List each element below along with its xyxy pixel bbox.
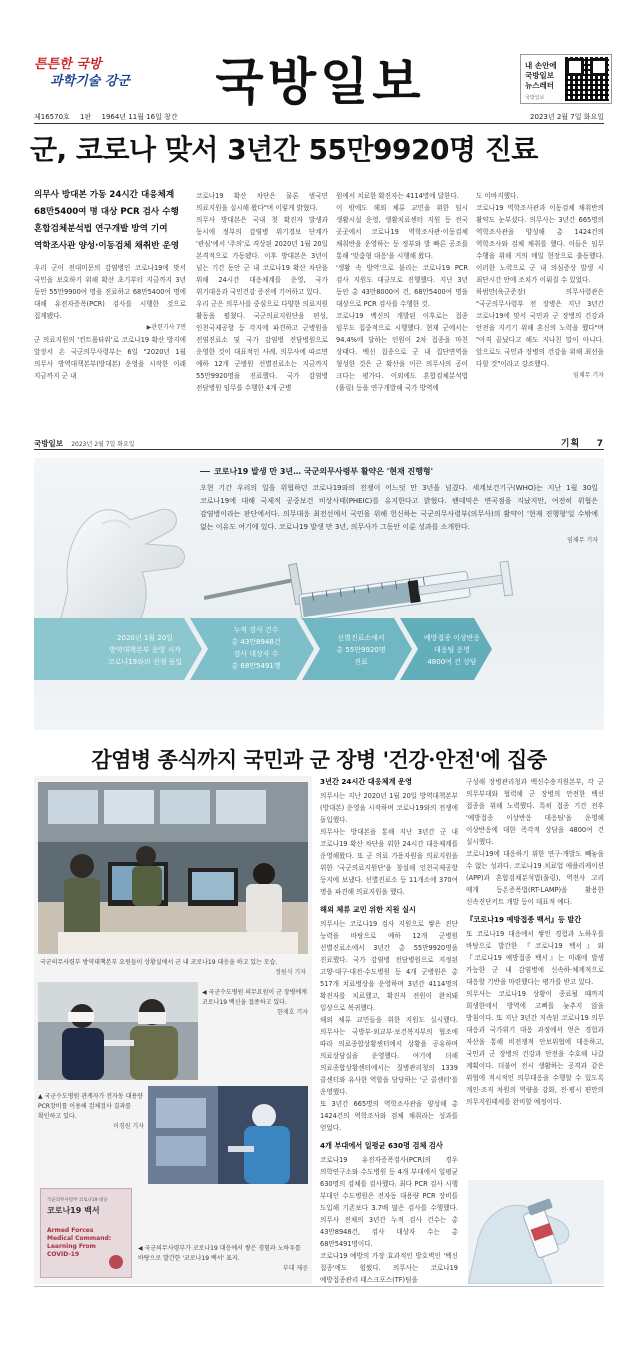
newsletter-line-2: 국방일보 bbox=[525, 71, 554, 80]
front-subheads bbox=[34, 187, 184, 255]
caption-byline: 한재호 기자 bbox=[277, 1009, 308, 1016]
paragraph: 의무사는 코로나19 검사 지원으로 쌓은 진단 능력을 바탕으로 예하 12개 군병원 선별진료소에서 3년간 총 55만9920명을 진료했다. 국가 감염병 전담병원으로 지정된 고양·대구·대전·수도병원 등 4개 군병원은 총 517개 치료병상을 운영하며 3년간 4114명의 확진자를 치료했고, 확진자 전원이 완치돼 일상으로 복귀했다. bbox=[320, 920, 458, 1012]
paragraph: 하범만(육군준장) 의무사령관은 "국군의무사령부 전 장병은 지난 3년간 코로나19에 맞서 국민과 군 장병의 건강과 안전을 지키기 위해 혼신의 노력을 했다"며 "아직 끝났다고 해도 지나친 말이 아니다. 앞으로도 국민과 장병의 건강을 위해 최선을 다할 것"이라고 강조했다. bbox=[476, 288, 604, 368]
situation-room-photo[interactable] bbox=[38, 782, 308, 954]
caption-byline: 정원식 기자 bbox=[275, 969, 306, 976]
section-heading: 4개 부대에서 일평균 630명 검체 검사 bbox=[320, 1141, 443, 1150]
paragraph: 해외 체류 교민들을 위한 지원도 실시했다. 의무사는 국방부·외교부·보건복지부의 협조에 따라 의료종합상황센터에서 상황을 공유하며 의료상담실을 운영했다. 여기에 더해 의료종합상황센터에서는 질병관리청의 1339 콜센터와 유사한 역할을 담당하는 '군 콜센터'를 운영했다. bbox=[320, 1016, 458, 1096]
slogan-line-1: 튼튼한 국방 bbox=[34, 57, 102, 72]
front-column-3 bbox=[336, 190, 468, 394]
qr-code-icon[interactable] bbox=[565, 57, 609, 101]
intro-paragraph bbox=[200, 482, 598, 547]
subhead: 68만5400여 명 대상 PCR 검사 수행 bbox=[34, 207, 179, 217]
section-heading: 3년간 24시간 대응체계 운영 bbox=[320, 777, 412, 786]
timeline-step-2 bbox=[206, 624, 306, 672]
caption-1 bbox=[40, 958, 306, 978]
timeline-text: 예방접종 이상반응 bbox=[423, 634, 481, 642]
section-heading: 해외 체류 교민 위한 지원 실시 bbox=[320, 905, 416, 914]
edition: 1판 bbox=[80, 113, 92, 121]
newsletter-box[interactable] bbox=[520, 54, 612, 104]
caption-text: ◀ 국군수도병원 의무요원이 군 장병에게 코로나19 백신을 접종하고 있다. bbox=[202, 989, 307, 1006]
subhead: 의무사 방대본 가동 24시간 대응체계 bbox=[34, 190, 175, 200]
timeline-text: 총 55만9920명 bbox=[336, 646, 386, 654]
paragraph: 코로나19에 대응하기 위한 연구·개발도 빼놓을 수 없는 성과다. 코로나19 치료업 애플리케이션(APP)과 혼합검체분석법(풀링), 역전사 고리 매개 등온증폭법(RT-LAMP)을 활용한 신속진단키트 개발 등이 대표적 예다. bbox=[466, 850, 604, 906]
paragraph: 도 이바지했다. bbox=[476, 192, 519, 200]
page7-page-number: 7 bbox=[596, 439, 604, 449]
page7-header bbox=[34, 436, 604, 450]
timeline-step-4 bbox=[412, 632, 492, 668]
paragraph: 또 3년간 665명의 역학조사관을 양성해 총 1424건의 역학조사와 검체 채취라는 성과를 얻었다. bbox=[320, 1100, 458, 1132]
timeline-text: 진료 bbox=[354, 658, 368, 666]
dateline bbox=[34, 112, 604, 124]
intro-byline: 임채무 기자 bbox=[567, 537, 598, 544]
vaccination-photo[interactable] bbox=[38, 982, 198, 1080]
issue-date: 2023년 2월 7일 화요일 bbox=[530, 113, 604, 121]
paragraph: 원에서 치료한 확진자는 4114명에 달한다. bbox=[336, 192, 459, 200]
newsletter-line-1: 내 손안에 bbox=[525, 61, 557, 70]
page7-paper-name: 국방일보 bbox=[34, 439, 63, 448]
paragraph: 의무사는 방대본을 통해 지난 3년간 군 내 코로나19 확산 차단을 위한 24시간 대응체계를 운영해왔다. 또 군 의료 가용자원을 의료지원을 위한 '국군의료지원단'을 창설해 인천국제공항 등지에 보냈다. 선별진료소 등 11개소에 370여 명을 파견해 의료지원을 했다. bbox=[320, 828, 458, 896]
feature-graphic bbox=[34, 458, 604, 730]
paragraph: 코로나19 확산 차단은 물론 범국민 의료지원을 실시해 왔다"며 이렇게 밝혔다. bbox=[196, 192, 328, 212]
book-title: 코로나19 백서 bbox=[47, 1206, 100, 1215]
newspaper-logo[interactable]: 국방일보 bbox=[215, 53, 425, 111]
caption-text: 국군의무사령부 방역대책본부 요원들이 상황실에서 군 내 코로나19 대응을 하고 있는 모습. bbox=[40, 959, 278, 966]
book-subtitle: 국군의무사령부 코로나19 대응 bbox=[47, 1198, 108, 1203]
book-emblem-icon bbox=[109, 1255, 123, 1269]
timeline-text: 코로나19와의 전쟁 돌입 bbox=[107, 658, 183, 666]
paragraph: 우리 군은 의무사를 중심으로 다양한 의료지원 활동을 펼쳤다. 국군의료지원단을 편성, 인천국제공항 등 각지에 파견하고 군병원을 전염진료소 및 국가 감염병 전담병원으로 운영한 것이 대표적인 사례. 의무사에 따르면 예하 12개 군병원 선별진료소는 지금까지 55만9920명을 진료했다. 국가 감염병 전담병원 임무를 수행한 4개 군병 bbox=[196, 300, 328, 392]
issue-number: 제16570호 bbox=[34, 113, 70, 121]
paragraph: 의무사는 지난 2020년 1월 20일 방역대책본부(방대본) 운영을 시작하며 코로나19와의 전쟁에 돌입했다. bbox=[320, 792, 458, 824]
page7-right-column bbox=[466, 776, 604, 1108]
newsletter-org: 국방일보 bbox=[525, 95, 545, 101]
front-column-1 bbox=[34, 262, 186, 382]
slogan bbox=[34, 56, 134, 90]
paragraph: 우리 군이 전대미문의 감염병인 코로나19에 맞서 국민을 보호하기 위해 확산 초기부터 지금까지 3년 동안 55만9900여 명을 진료하고 68만5400여 명에 대해 유전자증폭(PCR) 검사를 시행한 것으로 집계됐다. bbox=[34, 264, 186, 320]
byline: 임채무 기자 bbox=[573, 372, 604, 379]
section-heading: 『코로나19 예방접종 백서』등 발간 bbox=[466, 915, 582, 924]
photo-column bbox=[34, 776, 312, 1284]
paragraph: 의무사는 코로나19 상황이 종료될 때까지 희생한에서 방역에 고삐를 늦추지 않을 방침이다. 또 지난 3년간 지속된 코로나19 의무 대응과 국가위기 대응 과정에서 얻은 경험과 자산을 통해 비전쟁적 안보위협에 대응하고, 국민과 군 장병의 건강과 안전을 수호해 나갈 계획이다. 더불어 전시 생활하는 공격과 같은 위협에 적시적인 의무대응을 수행할 수 있도록 개인·조직 차원의 역량을 강화, 전·평시 편만의 의무지원태세를 완비할 예정이다. bbox=[466, 990, 604, 1106]
caption-3 bbox=[38, 1092, 144, 1132]
slogan-line-2: 과학기술 강군 bbox=[50, 74, 130, 89]
footer-rule bbox=[34, 1286, 604, 1287]
caption-text: ▲ 국군수도병원 관계자가 전자동 대용량 PCR장비를 이용해 검체검사 결과를 확인하고 있다. bbox=[38, 1093, 143, 1120]
page7-date: 2023년 2월 7일 화요일 bbox=[71, 441, 135, 448]
timeline-text: 방역대책본부 운영 시작 bbox=[108, 646, 182, 654]
timeline-text: 검사 대상자 수 bbox=[233, 650, 279, 658]
newsletter-line-3: 뉴스레터 bbox=[525, 81, 554, 90]
pcr-lab-photo[interactable] bbox=[148, 1086, 308, 1184]
front-column-2 bbox=[196, 190, 328, 394]
timeline-text: 선별진료소에서 bbox=[337, 634, 385, 642]
covid-white-paper-cover[interactable] bbox=[40, 1188, 132, 1278]
timeline-text: 대응팀 운영 bbox=[433, 646, 471, 654]
caption-4 bbox=[138, 1244, 308, 1274]
caption-2 bbox=[202, 988, 308, 1018]
page7-section: 기획 bbox=[560, 439, 581, 449]
paragraph: 코로나19 예방의 가장 효과적인 방호벽인 '백신 접종'에도 힘썼다. 의무사는 코로나19 예방접종관리 태스크포스(TF)팀을 bbox=[320, 1252, 458, 1284]
paragraph: 또 코로나19 대응에서 쌓인 경험과 노하우를 바탕으로 발간한 『코로나19 백서』와 『코로나19 예방접종 백서』는 미래에 발생 가능한 군 내 감염병에 신속하·체계적으로 대응할 기반을 마련했다는 평가를 받고 있다. bbox=[466, 930, 604, 986]
paragraph: 코로나19 역학조사관과 이동검체 채취반의 활약도 눈부셨다. 의무사는 3년간 665명의 역학조사관을 양성해 총 1424건의 역학조사와 검체 채취를 했다. 이들은 임무 수행을 위해 거의 매일 현장으로 출동했다. 이러한 노력으로 군 내 의심증상 발생 시 최단시간 안에 조치가 이뤄질 수 있었다. bbox=[476, 204, 604, 284]
founded-date: 1964년 11월 16일 창간 bbox=[101, 113, 178, 121]
subhead: 혼합검체분석법 연구개발 방역 기여 bbox=[34, 224, 168, 234]
paragraph: 의무사 방대본은 국내 첫 확진자 발생과 동시에 정부의 감염병 위기경보 단계가 '관심'에서 '주의'로 격상된 2020년 1월 20일 본격적으로 가동됐다. 이후 방대본은 3년이 넘는 기간 동안 군 내 코로나19 확산 차단을 위해 24시간 대응체계를 운영, 국가 위기대응과 국민건강 증진에 기여하고 있다. bbox=[196, 216, 328, 296]
page7-middle-column bbox=[320, 776, 458, 1286]
caption-text: ◀ 국군의무사령부가 코로나19 대응에서 쌓은 경험과 노하우를 바탕으로 발간한 '코로나19 백서' 표지. bbox=[138, 1245, 301, 1262]
timeline-step-1 bbox=[100, 632, 190, 668]
intro-text: 오현 기간 우리의 일을 위협하던 코로나19와의 전쟁이 어느덧 만 3년을 넘겼다. 세계보건기구(WHO)는 지난 1월 30일 코로나19에 대해 국제적 공중보건 비상사태(PHEIC)를 유지한다고 밝혔다. 팬데믹은 변곡점을 지났지만, 여전히 위협은 감염병이라는 판단에서다. 의무대응 최전선에서 국민을 위해 헌신하는 국군의무사령부(의무사)의 활약이 '현재 진행형'일 수밖에 없는 이유도 여기에 있다. 코로나19 발생 만 3년, 의무사가 그동안 이룬 성과를 소개한다. bbox=[200, 484, 598, 531]
paragraph: '생활 속 방역'으로 불리는 코로나19 PCR 검사 지원도 대규모로 진행했다. 지난 3년 동안 총 43만8000여 건, 68만5400여 명을 대상으로 PCR 검사를 수행한 것. bbox=[336, 264, 468, 308]
vaccine-vial-photo[interactable] bbox=[468, 1180, 604, 1284]
caption-byline: 부대 제공 bbox=[282, 1265, 308, 1272]
front-column-4 bbox=[476, 190, 604, 382]
timeline-step-3 bbox=[316, 632, 406, 668]
subhead: 역학조사관 양성·이동검체 채취반 운영 bbox=[34, 241, 180, 251]
paragraph: 코로나19 유전자증폭검사(PCR)의 경우 의학연구소와 수도병원 등 4개 부대에서 일평균 630명의 검체를 검사했다. 최다 PCR 검사 시행 부대인 수도병원은 전자동 대용량 PCR 장비를 도입해 기존보다 3.7배 많은 검사를 수행했다. 의무사 전체의 3년간 누적 검사 건수는 총 43만8948건, 검사 대상자 수는 총 68만5491명이다. bbox=[320, 1156, 458, 1248]
book-english-title: Armed Forces Medical Command: Learning From COVID-19 bbox=[47, 1227, 112, 1258]
caption-byline: 이경원 기자 bbox=[113, 1123, 144, 1130]
timeline-text: 2020년 1월 20일 bbox=[117, 634, 173, 642]
timeline-text: 총 43만8948건 bbox=[231, 638, 281, 646]
masthead bbox=[0, 0, 632, 112]
timeline-text: 누적 검사 건수 bbox=[233, 626, 279, 634]
paragraph: 군 의료지원의 '컨트롤타워'로 코로나19 확산 방지에 앞장서 온 국군의무사령부는 6일 "2020년 1월 의무사 방역대책본부(방대본) 운영을 시작한 이래 지금까지 군 내 bbox=[34, 336, 186, 380]
front-headline[interactable]: 군, 코로나 맞서 3년간 55만9920명 진료 bbox=[30, 133, 538, 166]
paragraph: 코로나19 백신의 개발된 이후로는 접종 임무도 집중적으로 시행했다. 현재 군에서는 94.4%에 달하는 인원이 2차 접종을 마친 상태다. 백신 접종으로 군 내 집단면역을 형성한 것은 군 확산을 이끈 의무사의 공이 크다는 평가다. 이외에도 혼합검체분석법(풀링) 등을 연구개발해 국가 방역에 bbox=[336, 312, 468, 392]
timeline-text: 4800여 건 상담 bbox=[427, 658, 477, 666]
related-article-link[interactable]: ▶관련기사 7면 bbox=[146, 324, 186, 331]
intro-title: 코로나19 발생 만 3년… 국군의무사령부 활약은 '현재 진행형' bbox=[200, 466, 433, 477]
paragraph: 구성해 장병관리청과 백신수송지원본부, 각 군 의무부대와 협력해 군 장병의 안전한 백신 접종을 위해 노력했다. 특히 접종 기간 전후 '예방접종 이상반응 대응팀'을 운영해 이상반응에 대한 즉각적 상담을 4800여 건 실시했다. bbox=[466, 778, 604, 846]
paragraph: 이 밖에도 해외 체류 교민을 위한 임시 생활시설 운영, 생활치료센터 지원 등 전국 곳곳에서 코로나19 역학조사관·이동검체 채취반을 운영하는 등 정부와 발 빠른 공조를 통해 '맞춤형 대응'을 시행해 왔다. bbox=[336, 204, 468, 260]
page7-headline[interactable]: 감염병 종식까지 국민과 군 장병 '건강·안전'에 집중 bbox=[91, 747, 547, 772]
timeline-text: 총 68만5491명 bbox=[231, 662, 281, 670]
